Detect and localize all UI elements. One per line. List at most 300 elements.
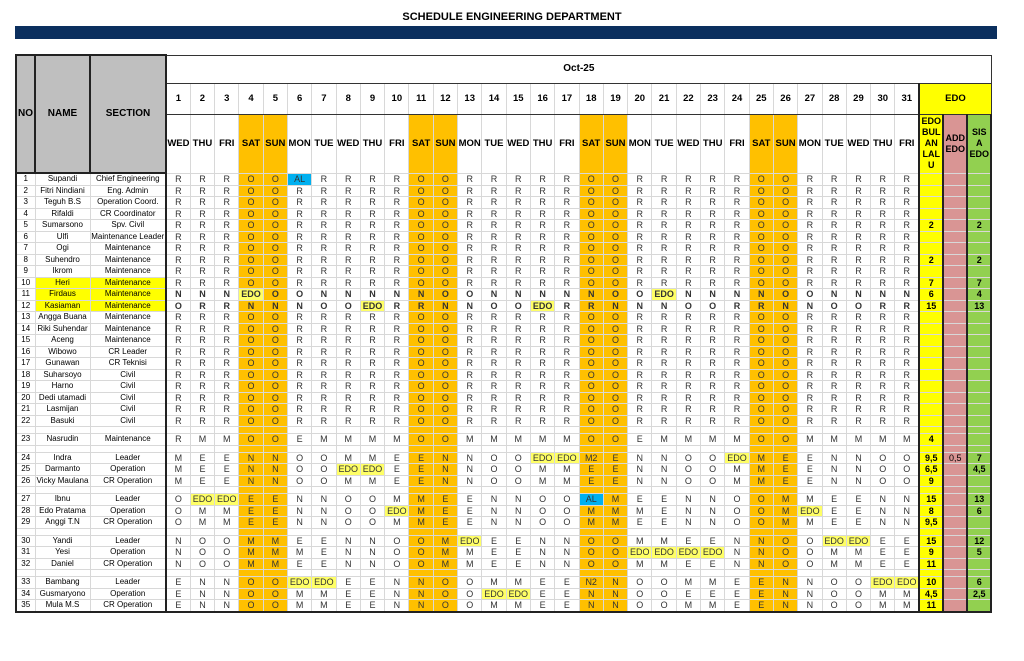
shift-cell[interactable]: R [482,243,506,255]
shift-cell[interactable]: R [555,323,579,335]
shift-cell[interactable]: R [798,277,822,289]
shift-cell[interactable]: O [749,381,773,393]
shift-cell[interactable]: R [701,404,725,416]
shift-cell[interactable]: R [482,381,506,393]
shift-cell[interactable]: R [798,358,822,370]
shift-cell[interactable]: O [433,381,457,393]
shift-cell[interactable]: O [312,464,336,476]
shift-cell[interactable]: M [385,494,409,506]
shift-cell[interactable]: R [215,323,239,335]
shift-cell[interactable]: R [895,404,919,416]
shift-cell[interactable]: E [409,452,433,464]
shift-cell[interactable]: N [798,577,822,589]
shift-cell[interactable]: R [360,404,384,416]
shift-cell[interactable]: O [433,312,457,324]
shift-cell[interactable]: N [652,300,676,312]
shift-cell[interactable]: R [287,404,311,416]
shift-cell[interactable]: O [749,415,773,427]
shift-cell[interactable]: E [603,464,627,476]
shift-cell[interactable]: M [628,535,652,547]
shift-cell[interactable]: O [773,312,797,324]
shift-cell[interactable]: R [628,312,652,324]
shift-cell[interactable]: M [506,434,530,446]
shift-cell[interactable]: N [385,289,409,301]
shift-cell[interactable]: O [773,208,797,220]
shift-cell[interactable]: O [433,208,457,220]
shift-cell[interactable]: R [895,277,919,289]
shift-cell[interactable]: M [749,452,773,464]
shift-cell[interactable]: M [239,535,263,547]
shift-cell[interactable]: O [603,381,627,393]
shift-cell[interactable]: O [603,369,627,381]
shift-cell[interactable]: R [215,266,239,278]
shift-cell[interactable]: O [579,392,603,404]
shift-cell[interactable]: O [676,452,700,464]
shift-cell[interactable]: R [846,197,870,209]
shift-cell[interactable]: R [895,266,919,278]
shift-cell[interactable]: O [555,494,579,506]
shift-cell[interactable]: R [822,197,846,209]
shift-cell[interactable]: R [312,335,336,347]
shift-cell[interactable]: R [530,173,554,185]
shift-cell[interactable]: R [385,323,409,335]
shift-cell[interactable]: O [336,517,360,529]
shift-cell[interactable]: N [360,535,384,547]
shift-cell[interactable]: N [263,464,287,476]
shift-cell[interactable]: R [895,220,919,232]
shift-cell[interactable]: O [603,535,627,547]
shift-cell[interactable]: R [822,277,846,289]
shift-cell[interactable]: N [215,577,239,589]
shift-cell[interactable]: E [336,577,360,589]
shift-cell[interactable]: EDO [312,577,336,589]
shift-cell[interactable]: M [822,547,846,559]
shift-cell[interactable]: R [506,335,530,347]
shift-cell[interactable]: N [846,464,870,476]
shift-cell[interactable]: M [215,505,239,517]
shift-cell[interactable]: O [603,392,627,404]
shift-cell[interactable]: O [409,254,433,266]
shift-cell[interactable]: N [215,588,239,600]
shift-cell[interactable]: O [433,220,457,232]
shift-cell[interactable]: R [725,346,749,358]
shift-cell[interactable]: R [895,346,919,358]
shift-cell[interactable]: R [628,415,652,427]
shift-cell[interactable]: N [725,289,749,301]
shift-cell[interactable]: O [603,277,627,289]
shift-cell[interactable]: R [336,346,360,358]
shift-cell[interactable]: O [773,173,797,185]
shift-cell[interactable]: R [676,381,700,393]
shift-cell[interactable]: O [749,208,773,220]
shift-cell[interactable]: R [871,254,895,266]
shift-cell[interactable]: R [166,277,190,289]
shift-cell[interactable]: O [239,392,263,404]
shift-cell[interactable]: O [530,505,554,517]
shift-cell[interactable]: M [895,588,919,600]
shift-cell[interactable]: R [530,381,554,393]
shift-cell[interactable]: R [385,300,409,312]
shift-cell[interactable]: R [676,335,700,347]
shift-cell[interactable]: R [385,254,409,266]
shift-cell[interactable]: R [385,220,409,232]
shift-cell[interactable]: O [676,300,700,312]
shift-cell[interactable]: O [773,404,797,416]
shift-cell[interactable]: R [482,277,506,289]
shift-cell[interactable]: R [360,277,384,289]
shift-cell[interactable]: N [409,588,433,600]
shift-cell[interactable]: E [239,505,263,517]
shift-cell[interactable]: R [506,220,530,232]
shift-cell[interactable]: M [773,505,797,517]
shift-cell[interactable]: R [871,369,895,381]
shift-cell[interactable]: E [871,558,895,570]
shift-cell[interactable]: O [846,588,870,600]
shift-cell[interactable]: R [312,381,336,393]
shift-cell[interactable]: AL [287,173,311,185]
shift-cell[interactable]: O [312,475,336,487]
shift-cell[interactable]: O [628,577,652,589]
shift-cell[interactable]: O [798,535,822,547]
shift-cell[interactable]: E [701,535,725,547]
shift-cell[interactable]: E [263,517,287,529]
shift-cell[interactable]: O [287,289,311,301]
shift-cell[interactable]: M [652,535,676,547]
shift-cell[interactable]: O [433,404,457,416]
shift-cell[interactable]: O [749,254,773,266]
shift-cell[interactable]: N [166,558,190,570]
shift-cell[interactable]: O [433,346,457,358]
shift-cell[interactable]: O [652,600,676,612]
shift-cell[interactable]: R [530,243,554,255]
shift-cell[interactable]: R [166,392,190,404]
shift-cell[interactable]: O [773,335,797,347]
shift-cell[interactable]: R [506,381,530,393]
shift-cell[interactable]: EDO [360,464,384,476]
shift-cell[interactable]: R [725,381,749,393]
shift-cell[interactable]: O [385,547,409,559]
shift-cell[interactable]: EDO [530,452,554,464]
shift-cell[interactable]: O [263,434,287,446]
shift-cell[interactable]: M [895,600,919,612]
shift-cell[interactable]: M [628,558,652,570]
shift-cell[interactable]: N [433,464,457,476]
shift-cell[interactable]: N [676,494,700,506]
shift-cell[interactable]: R [385,231,409,243]
shift-cell[interactable]: R [676,197,700,209]
shift-cell[interactable]: R [822,243,846,255]
shift-cell[interactable]: R [215,404,239,416]
shift-cell[interactable]: EDO [190,494,214,506]
shift-cell[interactable]: O [239,266,263,278]
shift-cell[interactable]: R [628,185,652,197]
shift-cell[interactable]: R [871,312,895,324]
shift-cell[interactable]: N [336,289,360,301]
shift-cell[interactable]: M [798,517,822,529]
shift-cell[interactable]: R [482,312,506,324]
shift-cell[interactable]: R [676,185,700,197]
shift-cell[interactable]: N [773,588,797,600]
shift-cell[interactable]: R [385,381,409,393]
shift-cell[interactable]: R [628,277,652,289]
shift-cell[interactable]: R [530,208,554,220]
shift-cell[interactable]: R [895,323,919,335]
shift-cell[interactable]: R [798,335,822,347]
shift-cell[interactable]: R [676,231,700,243]
shift-cell[interactable]: R [676,358,700,370]
shift-cell[interactable]: R [482,208,506,220]
shift-cell[interactable]: R [360,335,384,347]
shift-cell[interactable]: R [287,381,311,393]
shift-cell[interactable]: O [652,577,676,589]
shift-cell[interactable]: R [530,185,554,197]
shift-cell[interactable]: EDO [652,547,676,559]
shift-cell[interactable]: R [895,358,919,370]
shift-cell[interactable]: M [263,558,287,570]
shift-cell[interactable]: O [603,558,627,570]
shift-cell[interactable]: R [190,300,214,312]
shift-cell[interactable]: R [871,346,895,358]
shift-cell[interactable]: E [846,505,870,517]
shift-cell[interactable]: O [749,494,773,506]
shift-cell[interactable]: E [506,535,530,547]
shift-cell[interactable]: R [652,197,676,209]
shift-cell[interactable]: R [336,358,360,370]
shift-cell[interactable]: M [433,547,457,559]
shift-cell[interactable]: O [263,577,287,589]
shift-cell[interactable]: R [506,346,530,358]
shift-cell[interactable]: E [652,494,676,506]
shift-cell[interactable]: N [798,300,822,312]
shift-cell[interactable]: M [749,475,773,487]
shift-cell[interactable]: R [846,254,870,266]
shift-cell[interactable]: R [628,208,652,220]
shift-cell[interactable]: R [287,346,311,358]
shift-cell[interactable]: R [385,266,409,278]
shift-cell[interactable]: N [385,588,409,600]
shift-cell[interactable]: O [749,358,773,370]
shift-cell[interactable]: O [579,312,603,324]
shift-cell[interactable]: E [749,588,773,600]
shift-cell[interactable]: R [360,197,384,209]
shift-cell[interactable]: E [676,558,700,570]
shift-cell[interactable]: R [555,197,579,209]
shift-cell[interactable]: R [628,266,652,278]
shift-cell[interactable]: O [336,300,360,312]
shift-cell[interactable]: E [628,494,652,506]
shift-cell[interactable]: N [725,558,749,570]
shift-cell[interactable]: R [458,381,482,393]
shift-cell[interactable]: O [506,475,530,487]
shift-cell[interactable]: E [773,464,797,476]
shift-cell[interactable]: E [555,588,579,600]
shift-cell[interactable]: R [385,346,409,358]
shift-cell[interactable]: E [676,535,700,547]
shift-cell[interactable]: R [287,220,311,232]
shift-cell[interactable]: R [530,231,554,243]
shift-cell[interactable]: M [409,517,433,529]
shift-cell[interactable]: M [506,577,530,589]
shift-cell[interactable]: R [652,381,676,393]
shift-cell[interactable]: O [409,369,433,381]
shift-cell[interactable]: R [725,369,749,381]
shift-cell[interactable]: O [239,185,263,197]
shift-cell[interactable]: R [166,381,190,393]
shift-cell[interactable]: E [166,577,190,589]
shift-cell[interactable]: N [628,464,652,476]
shift-cell[interactable]: N [676,517,700,529]
shift-cell[interactable]: O [798,289,822,301]
shift-cell[interactable]: N [506,505,530,517]
shift-cell[interactable]: R [725,335,749,347]
shift-cell[interactable]: O [287,452,311,464]
shift-cell[interactable]: R [530,335,554,347]
shift-cell[interactable]: R [385,415,409,427]
shift-cell[interactable]: O [239,197,263,209]
shift-cell[interactable]: M [871,434,895,446]
shift-cell[interactable]: R [701,173,725,185]
shift-cell[interactable]: R [846,173,870,185]
shift-cell[interactable]: O [749,312,773,324]
shift-cell[interactable]: R [555,243,579,255]
shift-cell[interactable]: R [871,300,895,312]
shift-cell[interactable]: R [336,312,360,324]
shift-cell[interactable]: O [458,577,482,589]
shift-cell[interactable]: R [676,208,700,220]
shift-cell[interactable]: R [336,392,360,404]
shift-cell[interactable]: R [628,220,652,232]
shift-cell[interactable]: R [482,254,506,266]
shift-cell[interactable]: O [263,312,287,324]
shift-cell[interactable]: E [336,588,360,600]
shift-cell[interactable]: O [239,335,263,347]
shift-cell[interactable]: R [555,173,579,185]
shift-cell[interactable]: R [701,197,725,209]
shift-cell[interactable]: O [433,600,457,612]
shift-cell[interactable]: R [628,392,652,404]
shift-cell[interactable]: N [263,475,287,487]
shift-cell[interactable]: R [336,335,360,347]
shift-cell[interactable]: O [433,277,457,289]
shift-cell[interactable]: R [458,404,482,416]
shift-cell[interactable]: O [579,243,603,255]
shift-cell[interactable]: O [433,434,457,446]
shift-cell[interactable]: O [628,600,652,612]
shift-cell[interactable]: N [433,475,457,487]
shift-cell[interactable]: R [555,404,579,416]
shift-cell[interactable]: E [871,535,895,547]
shift-cell[interactable]: R [725,392,749,404]
shift-cell[interactable]: M [458,547,482,559]
shift-cell[interactable]: R [190,208,214,220]
shift-cell[interactable]: E [725,577,749,589]
shift-cell[interactable]: R [871,220,895,232]
shift-cell[interactable]: R [215,243,239,255]
shift-cell[interactable]: R [190,404,214,416]
shift-cell[interactable]: E [385,452,409,464]
shift-cell[interactable]: R [287,392,311,404]
shift-cell[interactable]: N [798,588,822,600]
shift-cell[interactable]: R [506,243,530,255]
shift-cell[interactable]: R [287,254,311,266]
shift-cell[interactable]: M [603,505,627,517]
shift-cell[interactable]: R [822,312,846,324]
shift-cell[interactable]: N [895,505,919,517]
shift-cell[interactable]: O [263,335,287,347]
shift-cell[interactable]: N [701,494,725,506]
shift-cell[interactable]: O [409,392,433,404]
shift-cell[interactable]: O [773,277,797,289]
shift-cell[interactable]: R [871,231,895,243]
shift-cell[interactable]: E [263,494,287,506]
shift-cell[interactable]: R [846,220,870,232]
shift-cell[interactable]: O [385,535,409,547]
shift-cell[interactable]: R [360,415,384,427]
shift-cell[interactable]: R [725,312,749,324]
shift-cell[interactable]: R [628,404,652,416]
shift-cell[interactable]: O [433,254,457,266]
shift-cell[interactable]: O [239,369,263,381]
shift-cell[interactable]: R [215,312,239,324]
shift-cell[interactable]: O [846,577,870,589]
shift-cell[interactable]: N [871,289,895,301]
shift-cell[interactable]: N [287,505,311,517]
shift-cell[interactable]: R [749,300,773,312]
shift-cell[interactable]: O [749,404,773,416]
shift-cell[interactable]: O [846,600,870,612]
shift-cell[interactable]: R [628,197,652,209]
shift-cell[interactable]: E [458,494,482,506]
shift-cell[interactable]: O [749,392,773,404]
shift-cell[interactable]: E [336,600,360,612]
shift-cell[interactable]: M [822,434,846,446]
shift-cell[interactable]: E [871,547,895,559]
shift-cell[interactable]: R [530,220,554,232]
shift-cell[interactable]: M [652,558,676,570]
shift-cell[interactable]: R [895,208,919,220]
shift-cell[interactable]: R [579,300,603,312]
shift-cell[interactable]: M [530,434,554,446]
shift-cell[interactable]: R [506,369,530,381]
shift-cell[interactable]: R [458,312,482,324]
shift-cell[interactable]: E [190,452,214,464]
shift-cell[interactable]: M [701,600,725,612]
shift-cell[interactable]: R [701,415,725,427]
shift-cell[interactable]: N [628,475,652,487]
shift-cell[interactable]: R [287,277,311,289]
shift-cell[interactable]: O [530,517,554,529]
shift-cell[interactable]: R [871,277,895,289]
shift-cell[interactable]: O [312,300,336,312]
shift-cell[interactable]: E [798,464,822,476]
shift-cell[interactable]: N [603,577,627,589]
shift-cell[interactable]: O [263,369,287,381]
shift-cell[interactable]: M [336,475,360,487]
shift-cell[interactable]: E [360,577,384,589]
shift-cell[interactable]: N [701,289,725,301]
shift-cell[interactable]: R [652,266,676,278]
shift-cell[interactable]: N [312,505,336,517]
shift-cell[interactable]: O [725,505,749,517]
shift-cell[interactable]: R [628,369,652,381]
shift-cell[interactable]: N [458,452,482,464]
shift-cell[interactable]: R [846,277,870,289]
shift-cell[interactable]: O [773,392,797,404]
shift-cell[interactable]: R [190,415,214,427]
shift-cell[interactable]: R [458,197,482,209]
shift-cell[interactable]: E [895,535,919,547]
shift-cell[interactable]: R [166,323,190,335]
